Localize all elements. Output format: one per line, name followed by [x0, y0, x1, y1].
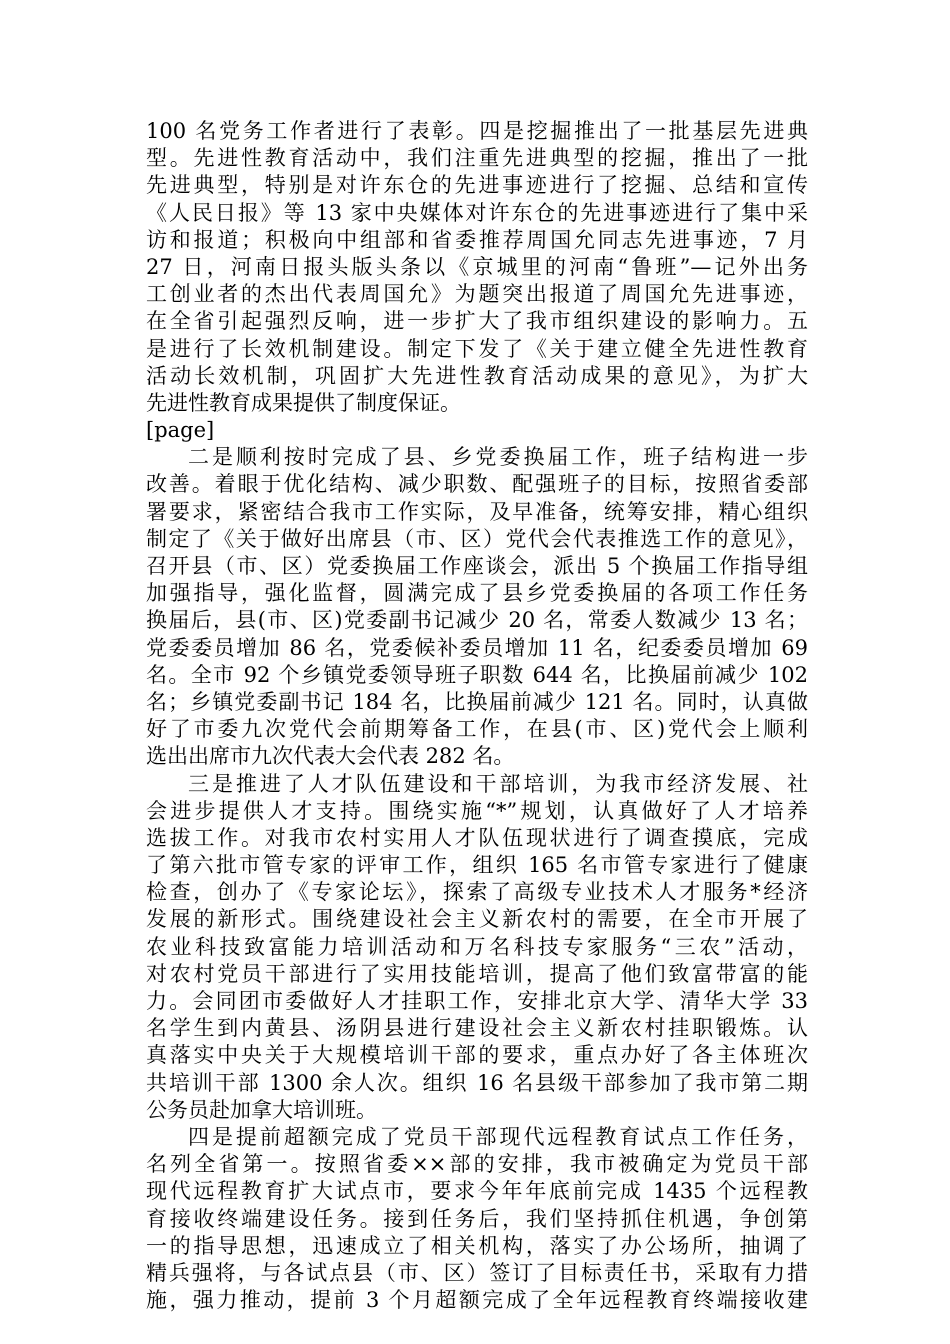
text-line: 三是推进了人才队伍建设和干部培训，为我市经济发展、社 [188, 771, 808, 796]
text-line: 在全省引起强烈反响，进一步扩大了我市组织建设的影响力。五 [146, 309, 808, 334]
text-line: 名学生到内黄县、汤阴县进行建设社会主义新农村挂职锻炼。认 [146, 1016, 808, 1041]
text-line: 会进步提供人才支持。围绕实施“*”规划，认真做好了人才培养 [146, 798, 808, 823]
text-line: 换届后，县(市、区)党委副书记减少 20 名，常委人数减少 13 名； [146, 608, 808, 633]
text-line: 真落实中央关于大规模培训干部的要求，重点办好了各主体班次 [146, 1043, 808, 1068]
text-line: 对农村党员干部进行了实用技能培训，提高了他们致富带富的能 [146, 961, 808, 986]
text-line: 型。先进性教育活动中，我们注重先进典型的挖掘，推出了一批 [146, 146, 808, 171]
text-line: 名；乡镇党委副书记 184 名，比换届前减少 121 名。同时，认真做 [146, 689, 808, 714]
paragraph-1 [146, 118, 808, 417]
text-line: 农业科技致富能力培训活动和万名科技专家服务“三农”活动， [146, 934, 808, 959]
text-line: 100 名党务工作者进行了表彰。四是挖掘推出了一批基层先进典 [146, 119, 808, 143]
text-line: 是进行了长效机制建设。制定下发了《关于建立健全先进性教育 [146, 336, 808, 361]
text-line: 访和报道；积极向中组部和省委推荐周国允同志先进事迹，7 月 [146, 227, 808, 252]
text-line: 发展的新形式。围绕建设社会主义新农村的需要，在全市开展了 [146, 907, 808, 932]
text-line: 精兵强将，与各试点县（市、区）签订了目标责任书，采取有力措 [146, 1260, 808, 1285]
text-line: 选出出席市九次代表大会代表 282 名。 [146, 744, 515, 769]
text-line: 改善。着眼于优化结构、减少职数、配强班子的目标，按照省委部 [146, 472, 808, 497]
text-line: 召开县（市、区）党委换届工作座谈会，派出 5 个换届工作指导组 [146, 554, 808, 578]
text-line: 四是提前超额完成了党员干部现代远程教育试点工作任务， [188, 1124, 808, 1149]
text-line: 工创业者的杰出代表周国允》为题突出报道了周国允先进事迹， [146, 282, 808, 307]
text-line: 二是顺利按时完成了县、乡党委换届工作，班子结构进一步 [188, 445, 808, 470]
text-line: 活动长效机制，巩固扩大先进性教育活动成果的意见》，为扩大 [146, 363, 808, 388]
text-line: 27 日，河南日报头版头条以《京城里的河南“鲁班”—记外出务 [146, 254, 808, 279]
text-line: 名列全省第一。按照省委××部的安排，我市被确定为党员干部 [146, 1152, 808, 1177]
text-line: 检查，创办了《专家论坛》，探索了高级专业技术人才服务*经济 [146, 880, 808, 905]
text-line: 制定了《关于做好出席县（市、区）党代会代表推选工作的意见》， [146, 526, 808, 551]
text-line: 好了市委九次党代会前期筹备工作，在县(市、区)党代会上顺利 [146, 717, 808, 742]
text-line: 先进性教育成果提供了制度保证。 [146, 390, 461, 415]
text-line: 党委委员增加 86 名，党委候补委员增加 11 名，纪委委员增加 69 [146, 635, 808, 660]
text-line: 了第六批市管专家的评审工作，组织 165 名市管专家进行了健康 [146, 853, 808, 878]
text-line: 《人民日报》等 13 家中央媒体对许东仓的先进事迹进行了集中采 [146, 200, 808, 225]
text-line: 先进典型，特别是对许东仓的先进事迹进行了挖掘、总结和宣传 [146, 173, 808, 198]
paragraph-2 [146, 444, 808, 770]
text-line: 力。会同团市委做好人才挂职工作，安排北京大学、清华大学 33 [146, 989, 808, 1013]
text-line: 现代远程教育扩大试点市，要求今年年底前完成 1435 个远程教 [146, 1179, 808, 1204]
text-line: 共培训干部 1300 余人次。组织 16 名县级干部参加了我市第二期 [146, 1070, 808, 1095]
text-line: 选拔工作。对我市农村实用人才队伍现状进行了调查摸底，完成 [146, 825, 808, 850]
paragraph-3 [146, 771, 808, 1124]
text-line: 施，强力推动，提前 3 个月超额完成了全年远程教育终端接收建 [146, 1288, 808, 1313]
text-line: 名。全市 92 个乡镇党委领导班子职数 644 名，比换届前减少 102 [146, 662, 808, 687]
text-line: 育接收终端建设任务。接到任务后，我们坚持抓住机遇，争创第 [146, 1206, 808, 1231]
page-break-marker: [page] [146, 418, 215, 443]
document-page [146, 118, 808, 1314]
text-line: 加强指导，强化监督，圆满完成了县乡党委换届的各项工作任务 [146, 581, 808, 606]
text-line: 公务员赴加拿大培训班。 [146, 1097, 377, 1122]
paragraph-4 [146, 1124, 808, 1314]
text-line: 署要求，紧密结合我市工作实际，及早准备，统筹安排，精心组织 [146, 499, 808, 524]
text-line: 一的指导思想，迅速成立了相关机构，落实了办公场所，抽调了 [146, 1233, 808, 1258]
